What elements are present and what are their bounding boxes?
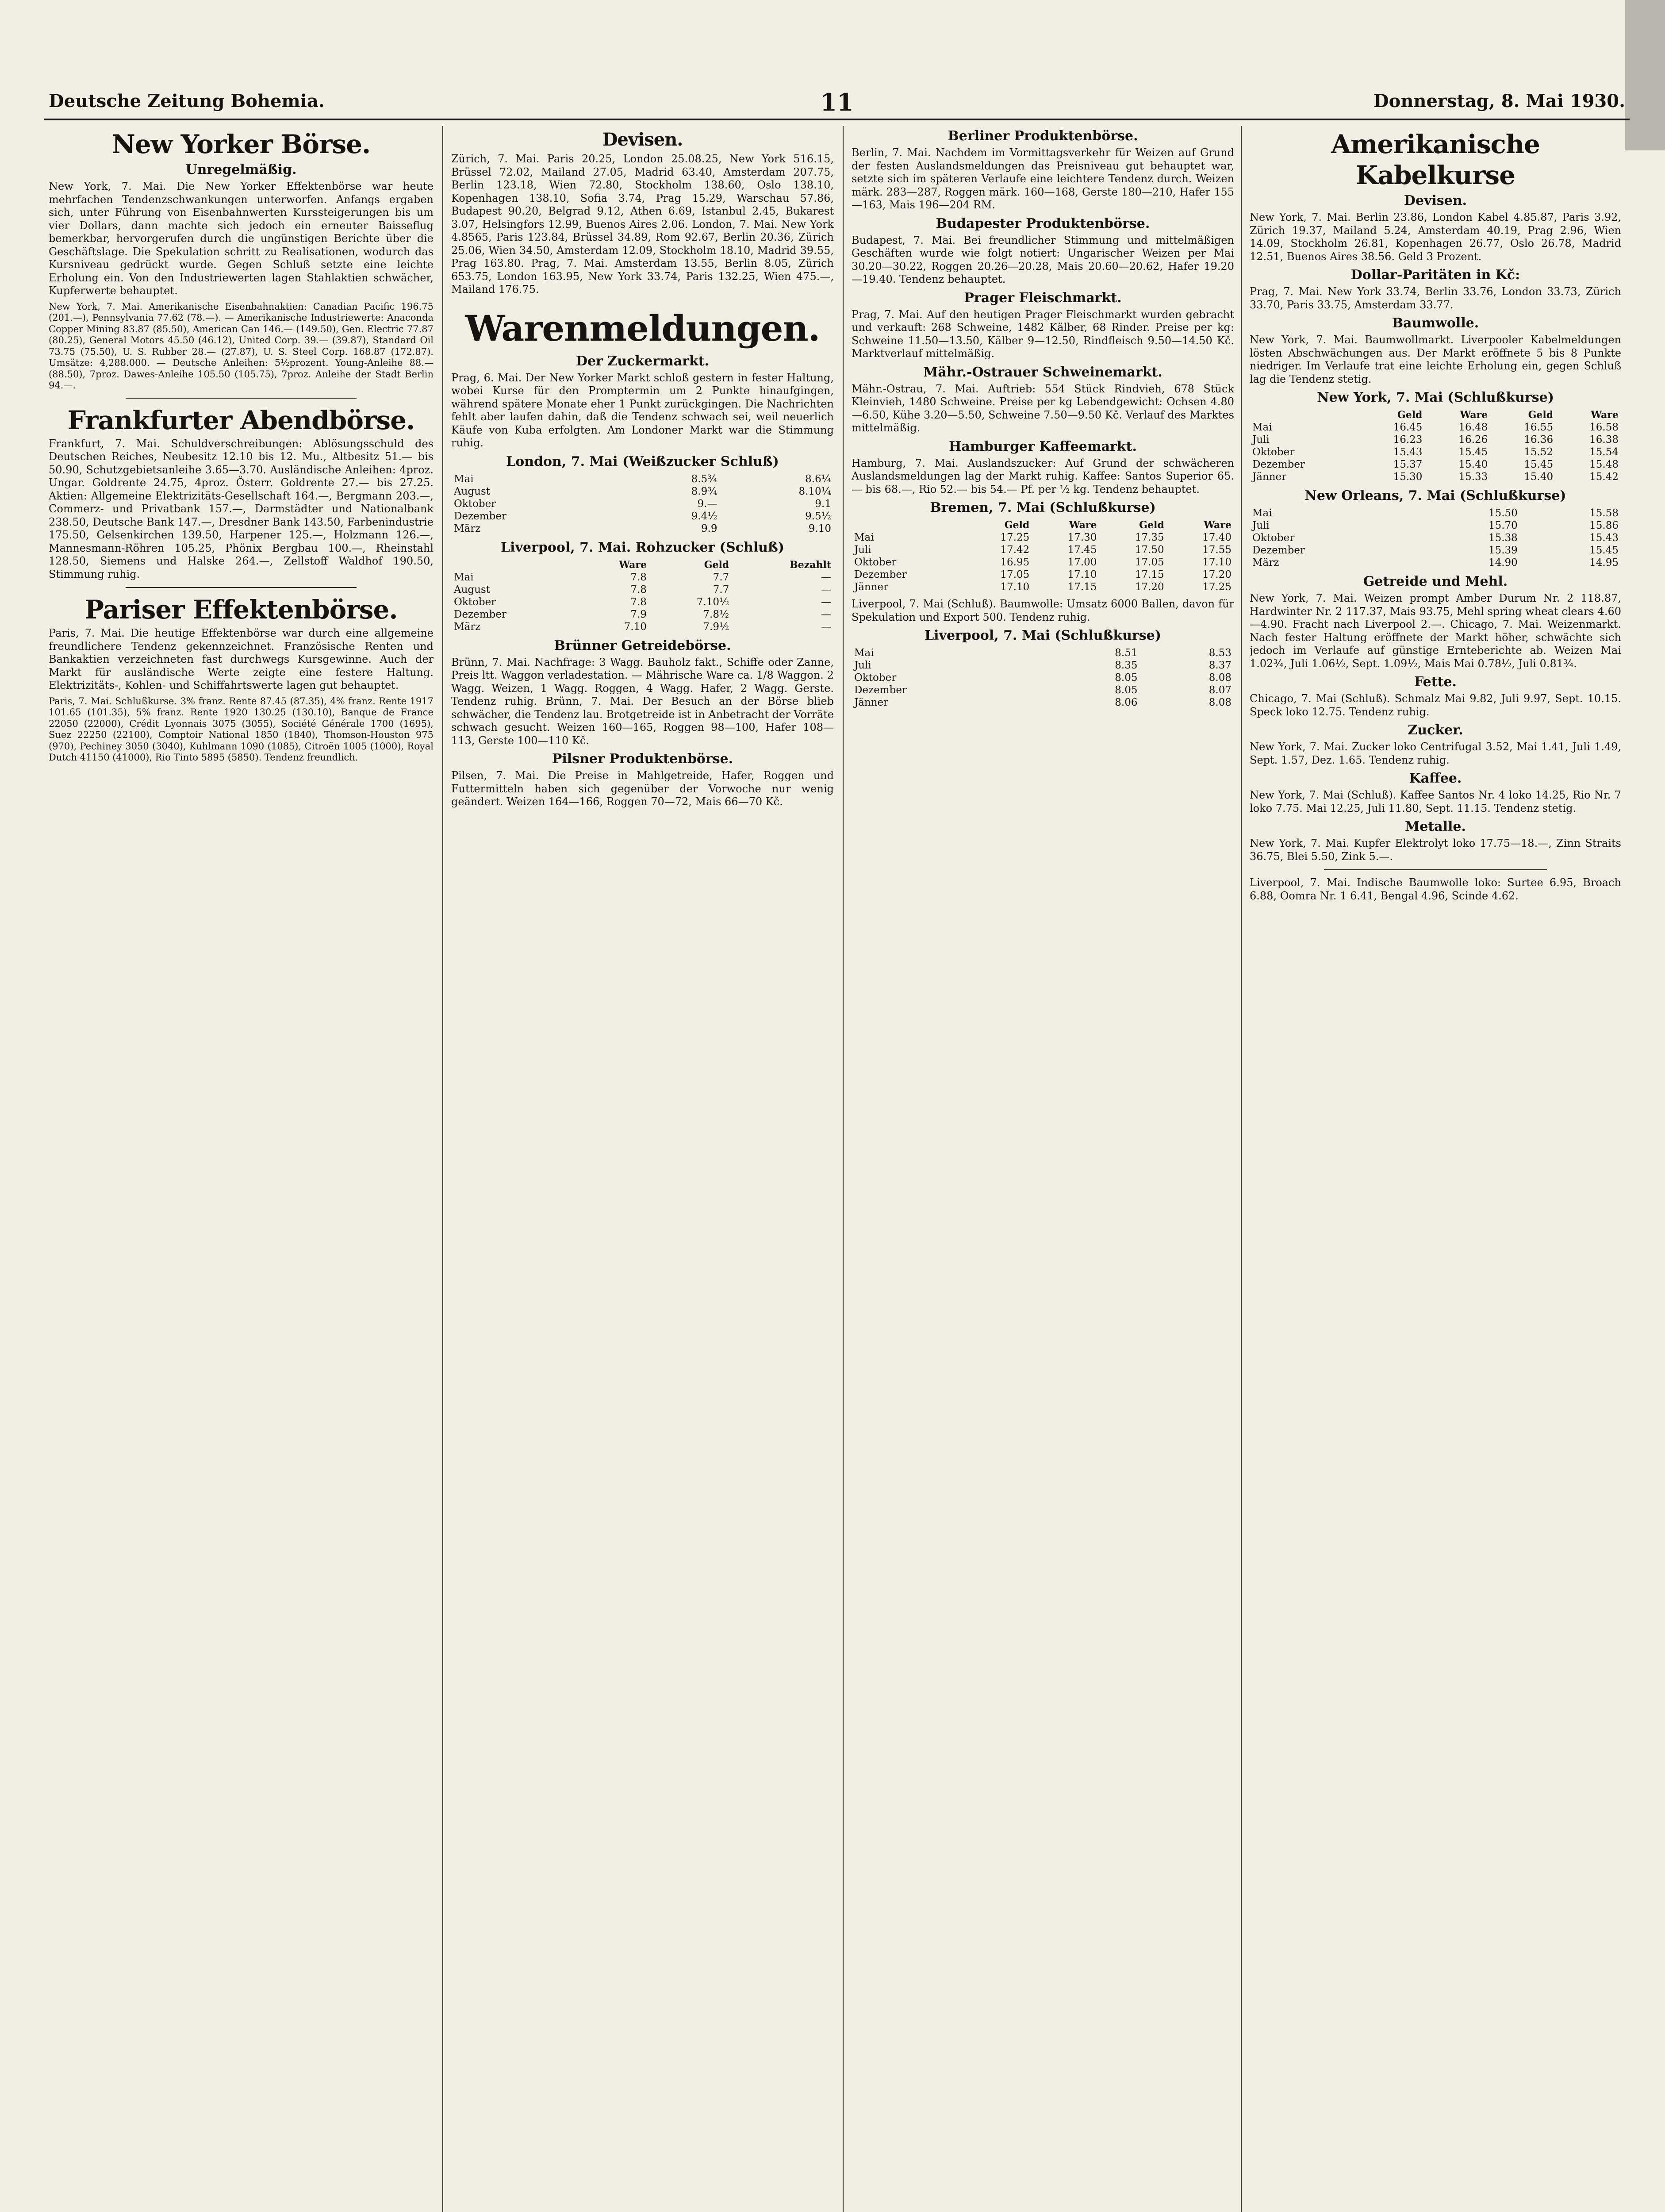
table-cell: 16.48 (1458, 422, 1488, 433)
section-subtitle: Dollar-Paritäten in Kč: (1350, 267, 1520, 283)
section-subtitle: Pilsner Produktenbörse. (552, 751, 733, 767)
section-title: Devisen. (602, 129, 683, 150)
separator (126, 587, 357, 588)
table-cell: Mai (1252, 507, 1272, 519)
table-cell: 16.55 (1524, 422, 1554, 433)
section-subtitle: Hamburger Kaffeemarkt. (949, 438, 1137, 454)
table-cell: 17.15 (1135, 569, 1164, 580)
table-cell: 8.35 (1115, 660, 1138, 671)
article-text: Prag, 7. Mai. New York 33.74, Berlin 33.76, London 33.73, Zürich 33.70, Paris 33.75, Amsterdam 33.77. (1250, 285, 1621, 311)
table-cell: 7.10½ (696, 596, 729, 608)
article-text: Liverpool, 7. Mai (Schluß). Baumwolle: Umsatz 6000 Ballen, davon für Spekulation und Export 500. Tendenz ruhig. (852, 598, 1234, 623)
column-2 (451, 126, 834, 2212)
table-cell: 9.10 (808, 522, 831, 534)
article-text: Berlin, 7. Mai. Nachdem im Vormittagsverkehr für Weizen auf Grund der festen Auslandsmeldungen das Preisniveau gut behauptet war, setzte sich im späteren Verlaufe eine leichtere Tendenz durch. Weizen märk. 283—287, Roggen märk. 160—168, Gerste 180—210, Hafer 155—163, Mais 196—204 RM. (852, 146, 1234, 211)
table-cell: 16.95 (1000, 557, 1030, 568)
table-cell: März (1252, 557, 1279, 568)
table-row (852, 581, 1234, 593)
column-header: Geld (1004, 519, 1030, 531)
column-divider (1241, 126, 1242, 2212)
table-cell: 17.05 (1135, 557, 1164, 568)
article-text: Prag, 6. Mai. Der New Yorker Markt schloß gestern in fester Haltung, wobei Kurse für den Promptermin um 2 Punkte hinaufgingen, während spätere Monate eher 1 Punkt zurückgingen. Die Nachrichten fehlt aber laufen dahin, daß die Tendenz schwach sei, weil neuerlich Käufe von Kuba erfolgten. Am Londoner Markt war die Stimmung ruhig. (451, 371, 834, 449)
masthead-rule (44, 119, 1630, 120)
section-subtitle: Prager Fleischmarkt. (964, 290, 1122, 306)
table-cell: 8.9¾ (691, 485, 717, 497)
table-cell: 15.48 (1589, 459, 1619, 470)
column-header: Ware (1591, 409, 1619, 421)
section-subtitle: Der Zuckermarkt. (575, 353, 710, 369)
table-header-row (1250, 409, 1621, 421)
table-cell: 7.9 (630, 608, 647, 620)
table-cell: 17.35 (1135, 532, 1164, 543)
article-text: New York, 7. Mai. Zucker loko Centrifugal 3.52, Mai 1.41, Juli 1.49, Sept. 1.57, Dez. 1.65. Tendenz ruhig. (1250, 741, 1621, 766)
section-subtitle: Fette. (1414, 674, 1457, 690)
table-row (1250, 557, 1621, 569)
table-row (451, 584, 834, 596)
table-cell: 7.8 (630, 571, 647, 583)
section-subtitle: Kaffee. (1409, 771, 1462, 786)
table-cell: — (821, 596, 831, 608)
article-text: Budapest, 7. Mai. Bei freundlicher Stimmung und mittelmäßigen Geschäften wurde wie folgt notiert: Ungarischer Weizen per Mai 30.20—30.22, Roggen 20.26—20.28, Mais 20.60—20.62, Hafer 19.20—19.40. Tendenz behauptet. (852, 234, 1234, 285)
table-cell: 9.1 (815, 498, 831, 510)
table-cell: Juli (1252, 434, 1270, 445)
table-cell: Oktober (454, 596, 496, 608)
table-row (1250, 446, 1621, 458)
table-cell: 7.8½ (703, 608, 729, 620)
column-header: Ware (619, 559, 647, 571)
table-cell: 15.52 (1524, 446, 1554, 458)
table-cell: 7.9½ (703, 621, 729, 633)
table-cell: 17.10 (1000, 581, 1030, 593)
table-row (451, 608, 834, 621)
section-subtitle: Getreide und Mehl. (1363, 574, 1508, 589)
table-cell: 16.45 (1393, 422, 1423, 433)
bremen-cotton-table (852, 519, 1234, 593)
table-cell: Dezember (1252, 545, 1305, 556)
page-corner-fold (1625, 0, 1665, 150)
article-text: Zürich, 7. Mai. Paris 20.25, London 25.08.25, New York 516.15, Brüssel 72.02, Mailand 27.05, Madrid 63.40, Amsterdam 207.75, Berlin 123.18, Wien 72.80, Stockholm 138.60, Oslo 138.10, Kopenhagen 138.10, Sofia 3.74, Prag 15.29, Warschau 57.86, Budapest 90.20, Belgrad 9.12, Athen 6.69, Istanbul 2.45, Bukarest 3.07, Helsingfors 12.99, Buenos Aires 2.06. London, 7. Mai. New York 4.8565, Paris 123.84, Brüssel 34.89, Rom 92.67, Berlin 20.36, Zürich 25.06, Wien 34.50, Amsterdam 12.09, Stockholm 18.10, Madrid 39.55, Prag 163.80. Prag, 7. Mai. Amsterdam 13.55, Berlin 8.05, Zürich 653.75, London 163.95, New York 33.74, Paris 132.25, Wien 475.—, Mailand 176.75. (451, 153, 834, 296)
table-row (1250, 519, 1621, 532)
column-header (1250, 409, 1360, 421)
table-cell: 15.86 (1589, 520, 1619, 531)
table-cell: 8.5¾ (691, 473, 717, 485)
section-subtitle: Devisen. (1404, 193, 1467, 208)
table-cell: 15.40 (1458, 459, 1488, 470)
article-text: Liverpool, 7. Mai. Indische Baumwolle loko: Surtee 6.95, Broach 6.88, Oomra Nr. 1 6.41, Bengal 4.96, Scinde 4.62. (1250, 876, 1621, 902)
table-row (451, 485, 834, 498)
table-cell: Oktober (1252, 532, 1295, 544)
table-cell: 7.10 (624, 621, 647, 633)
table-row (852, 672, 1234, 684)
table-cell: Oktober (454, 498, 496, 510)
table-cell: Oktober (854, 672, 897, 684)
table-cell: 17.40 (1202, 532, 1231, 543)
table-cell: 15.33 (1458, 471, 1488, 483)
column-header: Geld (1397, 409, 1423, 421)
table-cell: 16.23 (1393, 434, 1423, 445)
table-cell: — (821, 571, 831, 583)
page-number: 11 (820, 88, 854, 116)
table-cell: 17.10 (1067, 569, 1097, 580)
table-cell: 8.51 (1115, 647, 1138, 659)
table-row (1250, 532, 1621, 544)
table-cell: Dezember (454, 510, 506, 522)
liverpool-cotton-table (852, 647, 1234, 709)
table-row (1250, 471, 1621, 483)
table-cell: 15.30 (1393, 471, 1423, 483)
section-subtitle: Unregelmäßig. (185, 162, 297, 177)
table-cell: 17.20 (1202, 569, 1231, 580)
table-row (1250, 507, 1621, 519)
column-4 (1250, 126, 1621, 2212)
masthead (49, 88, 1625, 116)
new-orleans-cotton-table (1250, 507, 1621, 569)
table-cell: 15.42 (1589, 471, 1619, 483)
table-cell: Mai (454, 571, 474, 583)
quote-text: New York, 7. Mai. Amerikanische Eisenbahnaktien: Canadian Pacific 196.75 (201.—), Pennsylvania 77.62 (78.—). — Amerikanische Industriewerte: Anaconda Copper Mining 83.87 (85.50), American Can 146.— (149.50), Gen. Electric 77.87 (80.25), General Motors 45.50 (46.12), United Corp. 39.— (39.87), Standard Oil 73.75 (75.50), U. S. Rubber 28.— (27.87), U. S. Steel Corp. 168.87 (172.87). Umsätze: 4,288.000. — Deutsche Anleihen: 5½prozent. Young-Anleihe 88.— (88.50), 7proz. Dawes-Anleihe 105.50 (105.75), 7proz. Anleihe der Stadt Berlin 94.—. (49, 301, 434, 391)
section-title: Warenmeldungen. (465, 307, 820, 349)
table-cell: Oktober (854, 557, 897, 568)
section-title: Pariser Effektenbörse. (84, 595, 398, 625)
article-text: Mähr.-Ostrau, 7. Mai. Auftrieb: 554 Stück Rindvieh, 678 Stück Kleinvieh, 1480 Schweine. Preise per kg Lebendgewicht: Ochsen 4.80—6.50, Kühe 3.20—5.50, Schweine 7.50—9.50 Kč. Verlauf des Marktes mittelmäßig. (852, 382, 1234, 434)
article-text: Paris, 7. Mai. Die heutige Effektenbörse war durch eine allgemeine freundlichere Tendenz gekennzeichnet. Französische Renten und Bankaktien verzeichneten fast durchwegs Kursgewinne. Auch der Markt für ausländische Werte zeigte eine festere Haltung. Elektrizitäts-, Kohlen- und Schiffahrtswerte lagen gut behauptet. (49, 627, 434, 691)
table-cell: — (821, 621, 831, 633)
table-cell: 8.07 (1208, 684, 1231, 696)
table-cell: Dezember (854, 684, 907, 696)
table-cell: 15.37 (1393, 459, 1423, 470)
table-cell: Oktober (1252, 446, 1295, 458)
new-york-cotton-table (1250, 409, 1621, 483)
table-cell: Dezember (454, 608, 506, 620)
section-subtitle: Berliner Produktenbörse. (948, 128, 1138, 144)
table-cell: 7.8 (630, 584, 647, 595)
table-cell: 15.38 (1488, 532, 1518, 544)
column-header (852, 519, 965, 531)
table-cell: Mai (1252, 422, 1272, 433)
table-cell: 8.53 (1208, 647, 1231, 659)
table-cell: 8.08 (1208, 697, 1231, 708)
section-title: New Yorker Börse. (111, 129, 371, 159)
table-cell: 7.8 (630, 596, 647, 608)
table-cell: 15.54 (1589, 446, 1619, 458)
article-text: New York, 7. Mai. Die New Yorker Effektenbörse war heute mehrfachen Tendenzschwankungen unterworfen. Anfangs ergaben sich, unter Führung von Eisenbahnwerten Kurssteigerungen bis um vier Dollars, dann machte sich jedoch ein erneuter Baisseflug bemerkbar, hervorgerufen durch die ungünstigen Berichte über die Geschäftslage. Die Spekulation schritt zu Realisationen, wodurch das Kursniveau gedrückt wurde. Gegen Schluß setzte eine leichte Erholung ein. Von den Industriewerten lagen Stahlaktien schwächer, Kupferwerte behauptet. (49, 180, 434, 297)
table-cell: 15.58 (1589, 507, 1619, 519)
table-cell: Dezember (854, 569, 907, 580)
table-cell: 17.45 (1067, 544, 1097, 556)
table-cell: 14.95 (1589, 557, 1619, 568)
column-1 (49, 126, 434, 2212)
table-cell: Mai (854, 647, 874, 659)
table-cell: 15.39 (1488, 545, 1518, 556)
section-subtitle: Zucker. (1408, 722, 1463, 738)
table-row (852, 684, 1234, 696)
table-cell: 9.5½ (805, 510, 831, 522)
quote-text: Paris, 7. Mai. Schlußkurse. 3% franz. Rente 87.45 (87.35), 4% franz. Rente 1917 101.65 (101.35), 5% franz. Rente 1920 130.25 (130.10), Banque de France 22050 (22000), Crédit Lyonnais 3075 (3055), Société Générale 1700 (1695), Suez 22250 (22100), Comptoir National 1850 (1840), Thomson-Houston 975 (970), Pechiney 3050 (3040), Kuhlmann 1090 (1085), Citroën 1005 (1000), Royal Dutch 41150 (41000), Rio Tinto 5895 (5850). Tendenz freundlich. (49, 695, 434, 763)
table-cell: 16.58 (1589, 422, 1619, 433)
table-row (1250, 544, 1621, 557)
article-text: Pilsen, 7. Mai. Die Preise in Mahlgetreide, Hafer, Roggen und Futtermitteln haben sich gegenüber der Vorwoche nur wenig geändert. Weizen 164—166, Roggen 70—72, Mais 66—70 Kč. (451, 769, 834, 808)
table-cell: 8.06 (1115, 697, 1138, 708)
article-text: New York, 7. Mai. Baumwollmarkt. Liverpooler Kabelmeldungen lösten Abschwächungen aus. Der Markt eröffnete 5 bis 8 Punkte niedriger. Im Verlaufe trat eine leichte Erholung ein, gegen Schluß lag die Tendenz stetig. (1250, 334, 1621, 385)
table-cell: Juli (854, 660, 871, 671)
table-cell: 17.50 (1135, 544, 1164, 556)
column-header (451, 559, 577, 571)
section-subtitle: Baumwolle. (1392, 315, 1479, 331)
table-cell: März (454, 522, 481, 534)
table-cell: Mai (854, 532, 874, 543)
table-cell: 17.00 (1067, 557, 1097, 568)
table-cell: 16.38 (1589, 434, 1619, 445)
column-header: Ware (1204, 519, 1231, 531)
table-cell: März (454, 621, 481, 633)
article-text: Prag, 7. Mai. Auf den heutigen Prager Fleischmarkt wurden gebracht und verkauft: 268 Schweine, 1482 Kälber, 68 Rinder. Preise per kg: Schweine 11.50—13.50, Kälber 9—12.50, Rindfleisch 9.50—14.50 Kč. Marktverlauf mittelmäßig. (852, 308, 1234, 360)
table-row (852, 696, 1234, 709)
table-cell: Juli (854, 544, 871, 556)
table-row (451, 510, 834, 522)
column-header: Bezahlt (790, 559, 831, 571)
column-divider (442, 126, 443, 2212)
table-cell: 15.43 (1393, 446, 1423, 458)
table-cell: 8.05 (1115, 672, 1138, 684)
table-cell: 9.4½ (691, 510, 717, 522)
table-header-row (451, 559, 834, 571)
section-subtitle: Budapester Produktenbörse. (936, 215, 1150, 231)
table-row (852, 659, 1234, 672)
liverpool-sugar-table (451, 559, 834, 633)
table-cell: 8.08 (1208, 672, 1231, 684)
table-cell: 17.20 (1135, 581, 1164, 593)
table-row (852, 531, 1234, 544)
table-cell: 15.50 (1488, 507, 1518, 519)
table-cell: 14.90 (1488, 557, 1518, 568)
table-cell: 9.— (697, 498, 717, 510)
table-heading: Bremen, 7. Mai (Schlußkurse) (930, 500, 1156, 515)
table-cell: 15.43 (1589, 532, 1619, 544)
article-text: New York, 7. Mai (Schluß). Kaffee Santos Nr. 4 loko 14.25, Rio Nr. 7 loko 7.75. Mai 12.25, Juli 11.80, Sept. 11.15. Tendenz stetig. (1250, 789, 1621, 814)
table-cell: 15.45 (1524, 459, 1554, 470)
table-cell: 17.30 (1067, 532, 1097, 543)
column-header: Geld (1139, 519, 1164, 531)
table-cell: 8.10¼ (798, 485, 831, 497)
table-cell: Jänner (854, 697, 889, 708)
issue-date: Donnerstag, 8. Mai 1930. (1373, 91, 1625, 111)
table-heading: Liverpool, 7. Mai (Schlußkurse) (925, 628, 1161, 643)
table-cell: — (821, 584, 831, 595)
paper-name: Deutsche Zeitung Bohemia. (49, 91, 325, 111)
table-cell: Juli (1252, 520, 1270, 531)
article-text: New York, 7. Mai. Berlin 23.86, London Kabel 4.85.87, Paris 3.92, Zürich 19.37, Mailand 5.24, Amsterdam 40.19, Prag 2.96, Wien 14.09, Stockholm 26.81, Kopenhagen 26.77, Oslo 26.78, Madrid 12.51, Buenos Aires 38.56. Geld 3 Prozent. (1250, 211, 1621, 263)
table-cell: 17.25 (1000, 532, 1030, 543)
table-cell: August (454, 584, 491, 595)
table-cell: Jänner (854, 581, 889, 593)
table-cell: 7.7 (713, 571, 729, 583)
section-subtitle: Brünner Getreidebörse. (554, 637, 731, 653)
article-text: New York, 7. Mai. Weizen prompt Amber Durum Nr. 2 118.87, Hardwinter Nr. 2 117.37, Mais 93.75, Mehl spring wheat clears 4.60—4.90. Fracht nach Liverpool 2.—. Chicago, 7. Mai. Weizenmarkt. Nach fester Haltung eröffnete der Markt höher, schwächte sich jedoch im Verlaufe auf günstige Ernteberichte ab. Weizen Mai 1.02¾, Juli 1.06½, Sept. 1.09½, Mais Mai 0.78½, Juli 0.81¾. (1250, 592, 1621, 670)
section-subtitle: Metalle. (1405, 819, 1466, 834)
table-row (852, 568, 1234, 581)
table-row (852, 544, 1234, 556)
table-row (451, 571, 834, 584)
table-heading: New York, 7. Mai (Schlußkurse) (1317, 390, 1554, 405)
article-text: Hamburg, 7. Mai. Auslandszucker: Auf Grund der schwächeren Auslandsmeldungen lag der Markt ruhig. Kaffee: Santos Superior 65.— bis 68.—, Rio 52.— bis 54.— Pf. per ½ kg. Tendenz behauptet. (852, 457, 1234, 495)
table-row (451, 498, 834, 510)
column-header: Geld (704, 559, 729, 571)
table-row (451, 522, 834, 535)
column-header: Ware (1460, 409, 1488, 421)
section-subtitle: Mähr.-Ostrauer Schweinemarkt. (923, 364, 1162, 380)
column-header: Ware (1069, 519, 1097, 531)
column-header: Geld (1528, 409, 1554, 421)
table-row (451, 473, 834, 485)
column-3 (852, 126, 1234, 2212)
table-row (1250, 434, 1621, 446)
column-divider (843, 126, 844, 2212)
table-cell: 16.26 (1458, 434, 1488, 445)
table-cell: 8.6¼ (805, 473, 831, 485)
table-cell: 17.55 (1202, 544, 1231, 556)
table-cell: Dezember (1252, 459, 1305, 470)
table-cell: 8.37 (1208, 660, 1231, 671)
separator (1324, 869, 1547, 870)
table-heading: New Orleans, 7. Mai (Schlußkurse) (1304, 488, 1566, 503)
table-cell: 17.10 (1202, 557, 1231, 568)
table-cell: 8.05 (1115, 684, 1138, 696)
table-row (1250, 421, 1621, 434)
section-title: Amerikanische Kabelkurse (1331, 129, 1540, 190)
table-cell: — (821, 608, 831, 620)
table-heading: London, 7. Mai (Weißzucker Schluß) (506, 453, 779, 469)
table-cell: Mai (454, 473, 474, 485)
section-title: Frankfurter Abendbörse. (67, 405, 415, 435)
table-cell: 17.05 (1000, 569, 1030, 580)
table-cell: August (454, 485, 491, 497)
table-row (852, 556, 1234, 568)
separator (126, 398, 357, 399)
table-cell: 16.36 (1524, 434, 1554, 445)
table-row (1250, 458, 1621, 471)
table-row (451, 621, 834, 633)
article-text: New York, 7. Mai. Kupfer Elektrolyt loko 17.75—18.—, Zinn Straits 36.75, Blei 5.50, Zink 5.—. (1250, 837, 1621, 863)
table-cell: 7.7 (713, 584, 729, 595)
table-heading: Liverpool, 7. Mai. Rohzucker (Schluß) (501, 539, 784, 555)
table-cell: 15.45 (1589, 545, 1619, 556)
table-cell: 15.45 (1458, 446, 1488, 458)
article-text: Frankfurt, 7. Mai. Schuldverschreibungen: Ablösungsschuld des Deutschen Reiches, Neubesitz 12.10 bis 12. Mu., Altbesitz 51.— bis 50.90, Schutzgebietsanleihe 3.65—3.70. Ausländische Anleihen: 4proz. Ungar. Goldrente 24.75, 4proz. Österr. Goldrente 27.— bis 27.25. Aktien: Allgemeine Elektrizitäts-Gesellschaft 164.—, Bergmann 203.—, Commerz- und Privatbank 157.—, Darmstädter und Nationalbank 238.50, Deutsche Bank 147.—, Dresdner Bank 143.50, Farbenindustrie 175.50, Gelsenkirchen 139.50, Harpener 125.—, Holzmann 126.—, Mannesmann-Röhren 105.25, Phönix Bergbau 100.—, Rheinstahl 128.50, Siemens und Halske 264.—, Zellstoff Waldhof 190.50, Stimmung ruhig. (49, 437, 434, 580)
london-sugar-table (451, 473, 834, 535)
table-cell: 17.25 (1202, 581, 1231, 593)
table-row (451, 596, 834, 608)
table-cell: 17.15 (1067, 581, 1097, 593)
table-header-row (852, 519, 1234, 531)
table-cell: 15.70 (1488, 520, 1518, 531)
table-cell: 17.42 (1000, 544, 1030, 556)
article-text: Brünn, 7. Mai. Nachfrage: 3 Wagg. Bauholz fakt., Schiffe oder Zanne, Preis ltt. Waggon verladestation. — Mährische Ware ca. 1/8 Waggon. 2 Wagg. Weizen, 1 Wagg. Roggen, 4 Wagg. Hafer, 2 Wagg. Gerste. Tendenz ruhig. Brünn, 7. Mai. Der Besuch an der Börse blieb schwächer, die Tendenz lau. Brotgetreide ist in Anbetracht der Vorräte schwach gesucht. Weizen 160—165, Roggen 98—100, Hafer 108—113, Gerste 100—110 Kč. (451, 656, 834, 747)
table-row (852, 647, 1234, 659)
table-cell: 9.9 (701, 522, 717, 534)
table-cell: Jänner (1252, 471, 1287, 483)
article-text: Chicago, 7. Mai (Schluß). Schmalz Mai 9.82, Juli 9.97, Sept. 10.15. Speck loko 12.75. Tendenz ruhig. (1250, 692, 1621, 718)
table-cell: 15.40 (1524, 471, 1554, 483)
